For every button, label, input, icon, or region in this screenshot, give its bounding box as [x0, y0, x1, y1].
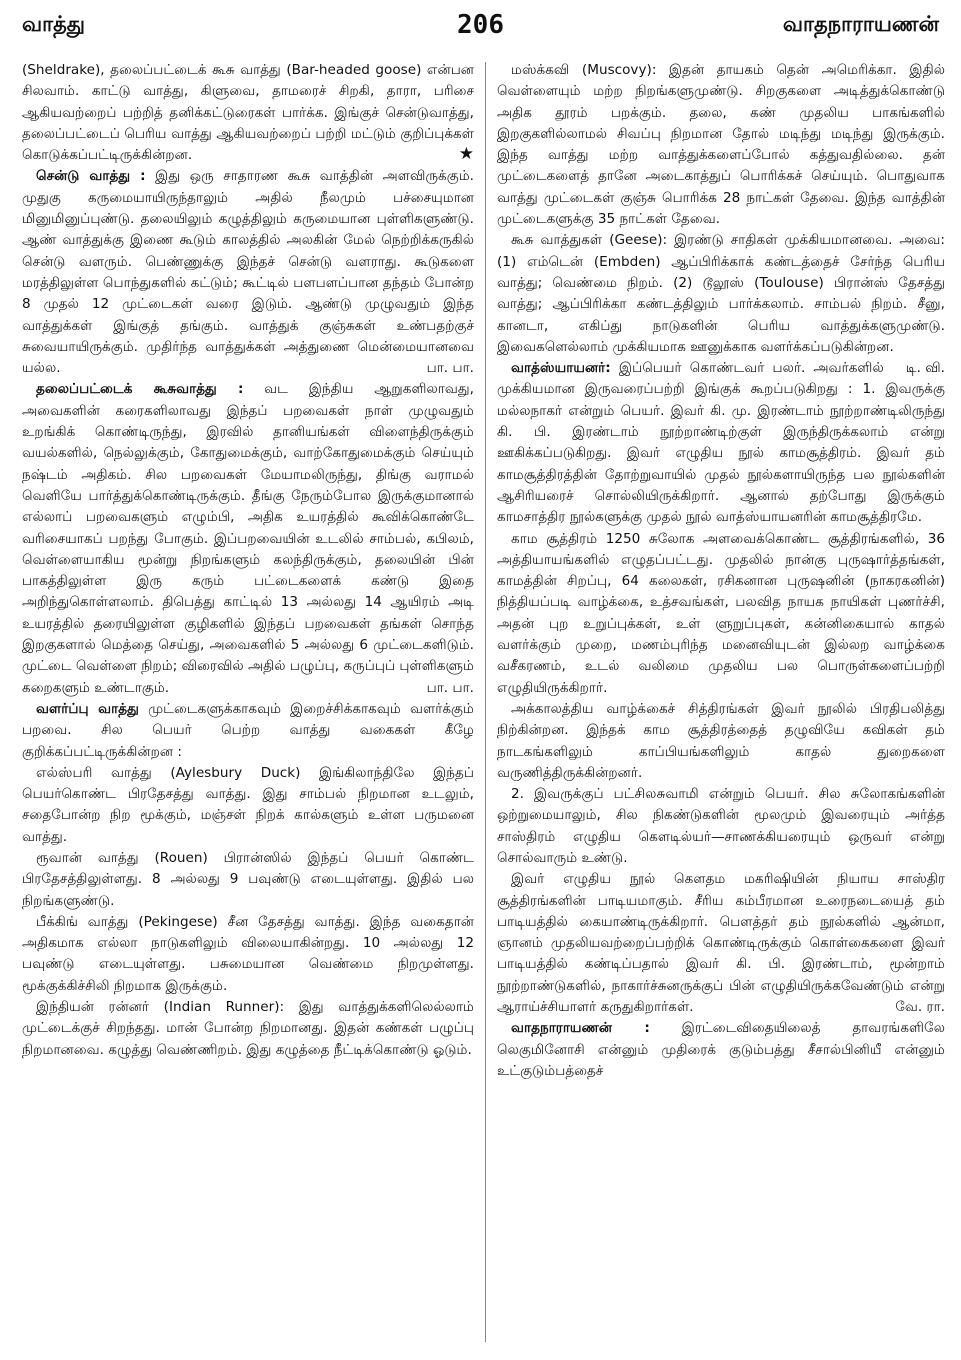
entry-sendu-vathu	[22, 166, 474, 379]
author-initials: டி. வி.	[905, 360, 945, 377]
left-column	[22, 60, 474, 1348]
paragraph-aylesbury: எல்ஸ்பரி வாத்து (Aylesbury Duck) இங்கிலாந்திலே இந்தப் பெயர்கொண்ட பிரதேசத்து வாத்து. இது சாம்பல் நிறமான உடலும், சதைபோன்ற நிற மூக்கும், மஞ்சள் நிறக் கால்களும் உள்ள பருமனை வாத்து.	[22, 764, 474, 845]
paragraph-rouen: ரூவான் வாத்து (Rouen) பிரான்ஸில் இந்தப் பெயர் கொண்ட பிரதேசத்திலுள்ளது. 8 அல்லது 9 பவுண்டு எடையுள்ளது. இதில் பல நிறங்களுண்டு.	[22, 849, 474, 909]
author-initials: வே. ரா.	[895, 999, 945, 1016]
entry-term: வாத்ஸ்யாயனர்:	[511, 360, 611, 377]
entry-term: வாதநாராயணன் :	[511, 1020, 650, 1037]
paragraph-text: கூசு வாத்துகள் (Geese): இரண்டு சாதிகள் முக்கியமானவை. அவை: (1) எம்டென் (Embden) ஆப்பிரிக்காக் கண்டத்தைச் சேர்ந்த பெரிய வாத்து; வெண்மை நிறம். (2) டூலூஸ் (Toulouse) பிரான்ஸ் தேசத்து வாத்து; ஆப்பிரிக்கா கண்டத்திலும் பார்க்கலாம். சாம்பல் நிறம். சீனு, கானடா, எகிப்து நாடுகளின் பெரிய வாத்துக்களுமுண்டு. இவைகளெல்லாம் முக்கியமாக ஊனுக்காக வளர்க்கப்படுகின்றன.	[497, 232, 945, 355]
paragraph-second-vatsyayana: 2. இவருக்குப் பட்சிலசுவாமி என்றும் பெயர். சில சுலோகங்களின் ஒற்றுமையாலும், சில நிகண்டுகளின் மூலமும் இவரையும் அர்த்த சாஸ்திரம் எழுதிய கௌடில்யர்—சாணக்கியரையும் ஒருவர் என்று சொல்வாரும் உண்டு.	[497, 786, 945, 866]
entry-term: சென்டு வாத்து :	[36, 168, 146, 185]
entry-term: வளர்ப்பு வாத்து	[36, 700, 139, 717]
paragraph-kamasutra: காம சூத்திரம் 1250 சுலோக அளவைக்கொண்ட சூத்திரங்களில், 36 அத்தியாயங்களில் எழுதப்பட்டது. முதலில் நான்கு புருஷார்த்தங்கள், காமத்தின் சிறப்பு, 64 கலைகள், ரசிகனான புருஷனின் (நாகரகனின்) நித்தியப்படி வாழ்க்கை, உத்சவங்கள், பலவித நாயக நாயிகள் புணர்ச்சி, அதன் புற உறுப்புக்கள், உள் ளுறுப்புகள், கன்னிகையால் காதல் வளர்க்கும் முறை, மணம்புரிந்த மனைவியுடன் இல்லற வாழ்க்கை வசீகரணம், உடல் வலிமை முதலிய பல பொருள்களைப்பற்றி எழுதியிருக்கிறார்.	[497, 530, 945, 696]
right-headword: வாதநாராயணன்	[782, 12, 939, 36]
author-initials: பா. பா.	[426, 679, 474, 696]
entry-domestic-duck	[22, 699, 474, 763]
paragraph-muscovy: மஸ்க்கவி (Muscovy): இதன் தாயகம் தென் அமெரிக்கா. இதில் வெள்ளையும் மற்ற நிறங்களுமுண்டு. சிறகுகளை அடித்துக்கொண்டு அதிக தூரம் பறக்கும். தலை, கண் முதலிய பாகங்களில் இறகுகளில்லாமல் சிவப்பு நிறமான தோல் மடிந்து மடிந்து இருக்கும். இந்த வாத்து மற்ற வாத்துக்களைப்போல் கத்துவதில்லை. தன் முட்டைகளைத் தானே அடைகாத்துப் பொரிக்கச் செய்யும். பொதுவாக வாத்து முட்டைகள் குஞ்சு பொரிக்க 28 நாட்கள் தேவை. இந்த வாத்தின் முட்டைகளுக்கு 35 நாட்கள் தேவை.	[497, 62, 945, 228]
entry-vatsyayana	[497, 358, 945, 528]
column-divider	[485, 62, 486, 1342]
paragraph-pekingese: பீக்கிங் வாத்து (Pekingese) சீன தேசத்து வாத்து. இந்த வகைதான் அதிகமாக எல்லா நாடுகளிலும் விலையாகின்றது. 10 அல்லது 12 பவுண்டு எடையுள்ளது. பசுமையான வெண்மை நிறமுள்ளது. மூக்குக்கிச்சிலி நிறமாக இருக்கும்.	[22, 913, 474, 994]
paragraph-indian-runner: இந்தியன் ரன்னர் (Indian Runner): இது வாத்துக்களிலெல்லாம் முட்டைக்குச் சிறந்தது. மான் போன்ற நிறமானது. இதன் கண்கள் பழுப்பு நிறமானவை. கழுத்து வெண்ணிறம். இது கழுத்தை நீட்டிக்கொண்டு ஓடும்.	[22, 999, 474, 1058]
entry-vathanarayanan	[497, 1018, 945, 1082]
star-icon: ★	[458, 144, 474, 165]
left-headword: வாத்து	[22, 12, 85, 36]
entry-text: இது ஒரு சாதாரண கூசு வாத்தின் அளவிருக்கும். முதுகு கருமையாயிருந்தாலும் அதில் நீலமும் பச்சையுமான மினுமினுப்புண்டு. தலையிலும் கழுத்திலும் கருமையான புள்ளிகளுண்டு. ஆண் வாத்துக்கு இணை கூடும் காலத்தில் அலகின் மேல் நெற்றிக்கருகில் சென்டு வளரும். பெண்ணுக்கு இந்தச் சென்டு வளராது. கூடுகளை மரத்திலுள்ள பொந்துகளில் கட்டும்; கூட்டில் பளபளப்பான தந்தம் போன்ற 8 முதல் 12 முட்டைகள் வரை இடும். ஆண்டு முழுவதும் இந்த வாத்துக்கள் இங்குத் தங்கும். வாத்துக் குஞ்சுகள் உண்பதற்குச் சுவையாயிருக்கும். முதிர்ந்த வாத்துக்கள் அத்துணை மென்மையானவை யல்ல.	[22, 168, 474, 377]
entry-text: வட இந்திய ஆறுகளிலாவது, அவைகளின் கரைகளிலாவது இந்தப் பறவைகள் நாள் முழுவதும் உறங்கிக் கொண்டிருந்து, இரவில் தானியங்கள் விளைந்திருக்கும் வயல்களில், நெல்லுக்கும், கோதுமைக்கும், வாற்கோதுமைக்கும் செய்யும் நஷ்டம் அதிகம். சில பறவைகள் மேயாமலிருந்து, திங்கு வராமல் வெளியே பார்த்துக்கொண்டிருக்கும். தீங்கு நேரும்போல இருக்குமானால் எல்லாப் பறவைகளும் எழும்பி, அதிக உயரத்தில் கூவிக்கொண்டே வரிசையாகப் பறந்து போகும். இப்பறவையின் உடலில் சாம்பல், கபிலம், வெள்ளையாகிய மூன்று நிறங்களும் கலந்திருக்கும், தலையின் பின் பாகத்திலுள்ள இரு கரும் பட்டைகளைக் கண்டு இதை அறிந்துகொள்ளலாம். திபெத்து காட்டில் 13 அல்லது 14 ஆயிரம் அடி உயரத்தில் தரையிலுள்ள குழிகளில் இந்தப் பறவைகள் தங்கள் சொந்த இறகுகளால் மெத்தை செய்து, அவைகளில் 5 அல்லது 6 முட்டைகளிடும். முட்டை வெள்ளை நிறம்; விரைவில் அதில் பழுப்பு, கருப்புப் புள்ளிகளும் கறைகளும் உண்டாகும்.	[22, 381, 474, 696]
paragraph-text: (Sheldrake), தலைப்பட்டைக் கூசு வாத்து (Bar-headed goose) என்பன சிலவாம். காட்டு வாத்து, கிளுவை, தாமரைச் சிறகி, தாரா, பரிசை ஆகியவற்றைப் பற்றித் தனிக்கட்டுரைகள் பார்க்க. இங்குச் சென்டுவாத்து, தலைப்பட்டைப் பெரிய வாத்து ஆகியவற்றைப் பற்றி மட்டும் குறிப்புக்கள் கொடுக்கப்பட்டிருக்கின்றன.	[22, 62, 474, 164]
entry-term: தலைப்பட்டைக் கூசுவாத்து :	[36, 381, 244, 398]
author-initials: பா. பா.	[426, 360, 474, 377]
page-header	[22, 10, 939, 46]
paragraph-nyaya-bhashya	[497, 869, 945, 1018]
entry-bar-headed-goose	[22, 379, 474, 698]
paragraph	[22, 60, 474, 166]
page-number: 206	[457, 10, 504, 40]
entry-text: முட்டைகளுக்காகவும் இறைச்சிக்காகவும் வளர்க்கும் பறவை. சில பெயர் பெற்ற வாத்து வகைகள் கீழே குறிக்கப்பட்டிருக்கின்றன :	[22, 700, 474, 760]
paragraph-influence: அக்காலத்திய வாழ்க்கைச் சித்திரங்கள் இவர் நூலில் பிரதிபலித்து நிற்கின்றன. இந்தக் காம சூத்திரத்தைத் தழுவியே கவிகள் தம் நாடகங்களிலும் காப்பியங்களிலும் காதல் துறைகளை வருணித்திருக்கின்றனர்.	[497, 700, 945, 781]
entry-text: இரட்டைவிதையிலைத் தாவரங்களிலே லெகுமினோசி என்னும் முதிரைக் குடும்பத்து சீசால்பினியீ என்னும் உட்குடும்பத்தைச்	[497, 1020, 945, 1079]
paragraph-text: இவர் எழுதிய நூல் கௌதம மகரிஷியின் நியாய சாஸ்திர சூத்திரங்களின் பாடியமாகும். சீரிய கம்பீரமான உரைநடையைத் தம் பாடியத்தில் கையாண்டிருக்கிறார். பௌத்தர் தம் நூல்களில் ஆன்மா, ஞானம் முதலியவற்றைப்பற்றிக் கொண்டிருக்கும் கொள்கைகளை இவர் பாடியத்தில் கண்டிப்பதால் இவர் கி. பி. இரண்டாம், மூன்றாம் நூற்றாண்டுகளில், நாகார்ச்சுனருக்குப் பின் எழுதியிருக்கவேண்டும் என்று ஆராய்ச்சியாளர் கருதுகிறார்கள்.	[497, 871, 945, 1016]
entry-text: இப்பெயர் கொண்டவர் பலர். அவர்களில் முக்கியமான இருவரைப்பற்றி இங்குக் கூறப்படுகிறது : 1. இவருக்கு மல்லநாகர் என்றும் பெயர். இவர் கி. மு. இரண்டாம் நூற்றாண்டிலிருந்து கி. பி. இரண்டாம் நூற்றாண்டிற்குள் இருந்திருக்கலாம் என்று ஊகிக்கப்படுகிறது. இவர் எழுதிய நூல் காமசூத்திரம். இவர் தம் காமசூத்திரத்தின் தோற்றுவாயில் முதல் நூல்களாயிருந்த பல நூல்களின் ஆசிரியரைச் சொல்லியிருக்கிறார். ஆனால் தற்போது இருக்கும் காமசாத்திர நூல்களுக்கு முதல் நூல் வாத்ஸ்யாயனரின் காமசூத்திரமே.	[497, 360, 945, 526]
right-column	[497, 60, 945, 1348]
